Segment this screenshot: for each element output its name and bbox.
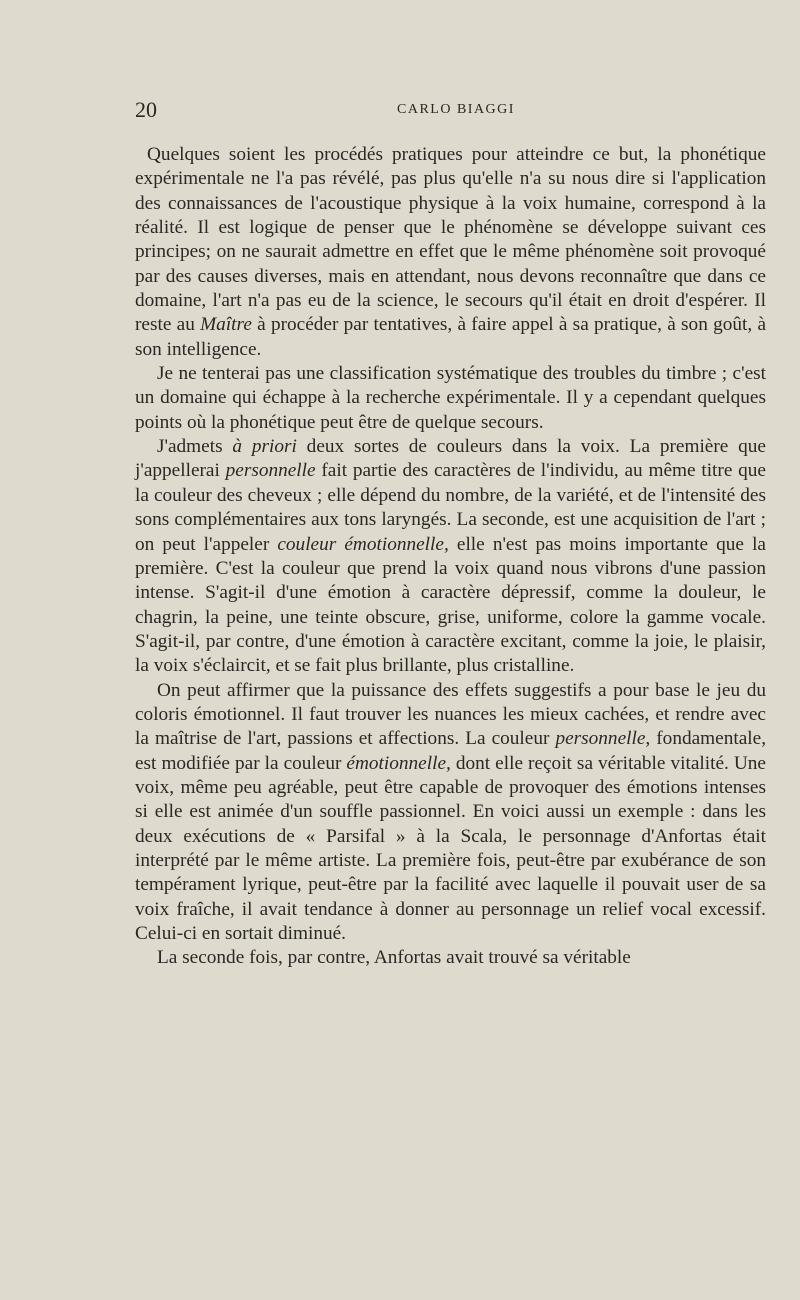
paragraph-1-text: Quelques soient les procédés pratiques pour atteindre ce but, la phonétique expérimentale ne l'a pas révélé, pas plus qu'elle n'a su nous dire si l'application des connaissances de l'acoustique physique à la voix humaine, correspond à la réalité. Il est logique de penser que le phénomène se développe suivant ces principes; on ne saurait admettre en effet que le même phénomène soit provoqué par des causes diverses, mais en attendant, nous devons reconnaître que dans ce domaine, l'art n'a pas eu de la science, le secours qu'il était en droit d'espérer. Il reste au (135, 144, 766, 336)
paragraph-3 (135, 435, 766, 678)
italic-couleur-emotionnelle: couleur émotionnelle, (277, 533, 449, 555)
italic-personnelle: personnelle (225, 460, 316, 482)
paragraph-4-part-c: dont elle reçoit sa véritable vitalité. Une voix, même peu agréable, peut être capable de provoquer des émotions intenses si elle est animée d'un souffle passionnel. En voici aussi un exemple : dans les deux exécutions de « Parsifal » à la Scala, le personnage d'Anfortas était interprété par le même artiste. La première fois, peut-être par exubérance de son tempérament lyrique, peut-être par la facilité avec laquelle il pouvait user de sa voix fraîche, il avait tendance à donner au personnage un relief vocal excessif. Celui-ci en sortait diminué. (135, 752, 766, 944)
paragraph-3-part-c: fait partie des caractères de l'individu, au même titre que la couleur des cheveux ; elle dépend du nombre, de la variété, et de l'intensité des sons complémentaires aux tons laryngés. La seconde, est une acquisition de l'art ; on peut l'appeler (135, 460, 766, 555)
paragraph-4 (135, 679, 766, 947)
italic-emotionnelle: émotionnelle, (346, 752, 451, 774)
paragraph-4-part-a: On peut affirmer que la puissance des effets suggestifs a pour base le jeu du coloris émotionnel. Il faut trouver les nuances les mieux cachées, et rendre avec la maîtrise de l'art, passions et affections. La couleur (135, 679, 766, 750)
paragraph-3-part-d: elle n'est pas moins importante que la première. C'est la couleur que prend la voix quand nous vibrons d'une passion intense. S'agit-il d'une émotion à caractère dépressif, comme la douleur, le chagrin, la peine, une teinte obscure, grise, uniforme, colore la gamme vocale. S'agit-il, par contre, d'une émotion à caractère excitant, comme la joie, le plaisir, la voix s'éclaircit, et se fait plus brillante, plus cristalline. (135, 533, 766, 677)
paragraph-1 (135, 143, 766, 362)
italic-maitre: Maître (200, 314, 252, 336)
running-head: CARLO BIAGGI (397, 102, 515, 117)
paragraph-5: La seconde fois, par contre, Anfortas avait trouvé sa véritable (157, 947, 631, 969)
paragraph-3-part-a: J'admets (157, 436, 223, 458)
paragraph-3-part-b: deux sortes de couleurs dans la voix. La première que j'appellerai (135, 436, 766, 482)
italic-a-priori: à priori (232, 436, 297, 458)
paragraph-2: Je ne tenterai pas une classification systématique des troubles du timbre ; c'est un domaine qui échappe à la recherche expérimentale. Il y a cependant quelques points où la phonétique peut être de quelque secours. (135, 363, 766, 433)
page-number: 20 (135, 97, 157, 122)
page-header (135, 97, 765, 127)
italic-personnelle-2: personnelle, (555, 728, 651, 750)
paragraph-4-part-b: fondamentale, est modifiée par la couleur (135, 728, 767, 774)
body-text (135, 143, 766, 971)
paragraph-1-tail: à procéder par tentatives, à faire appel à sa pratique, à son goût, à son intelligence. (135, 314, 767, 360)
